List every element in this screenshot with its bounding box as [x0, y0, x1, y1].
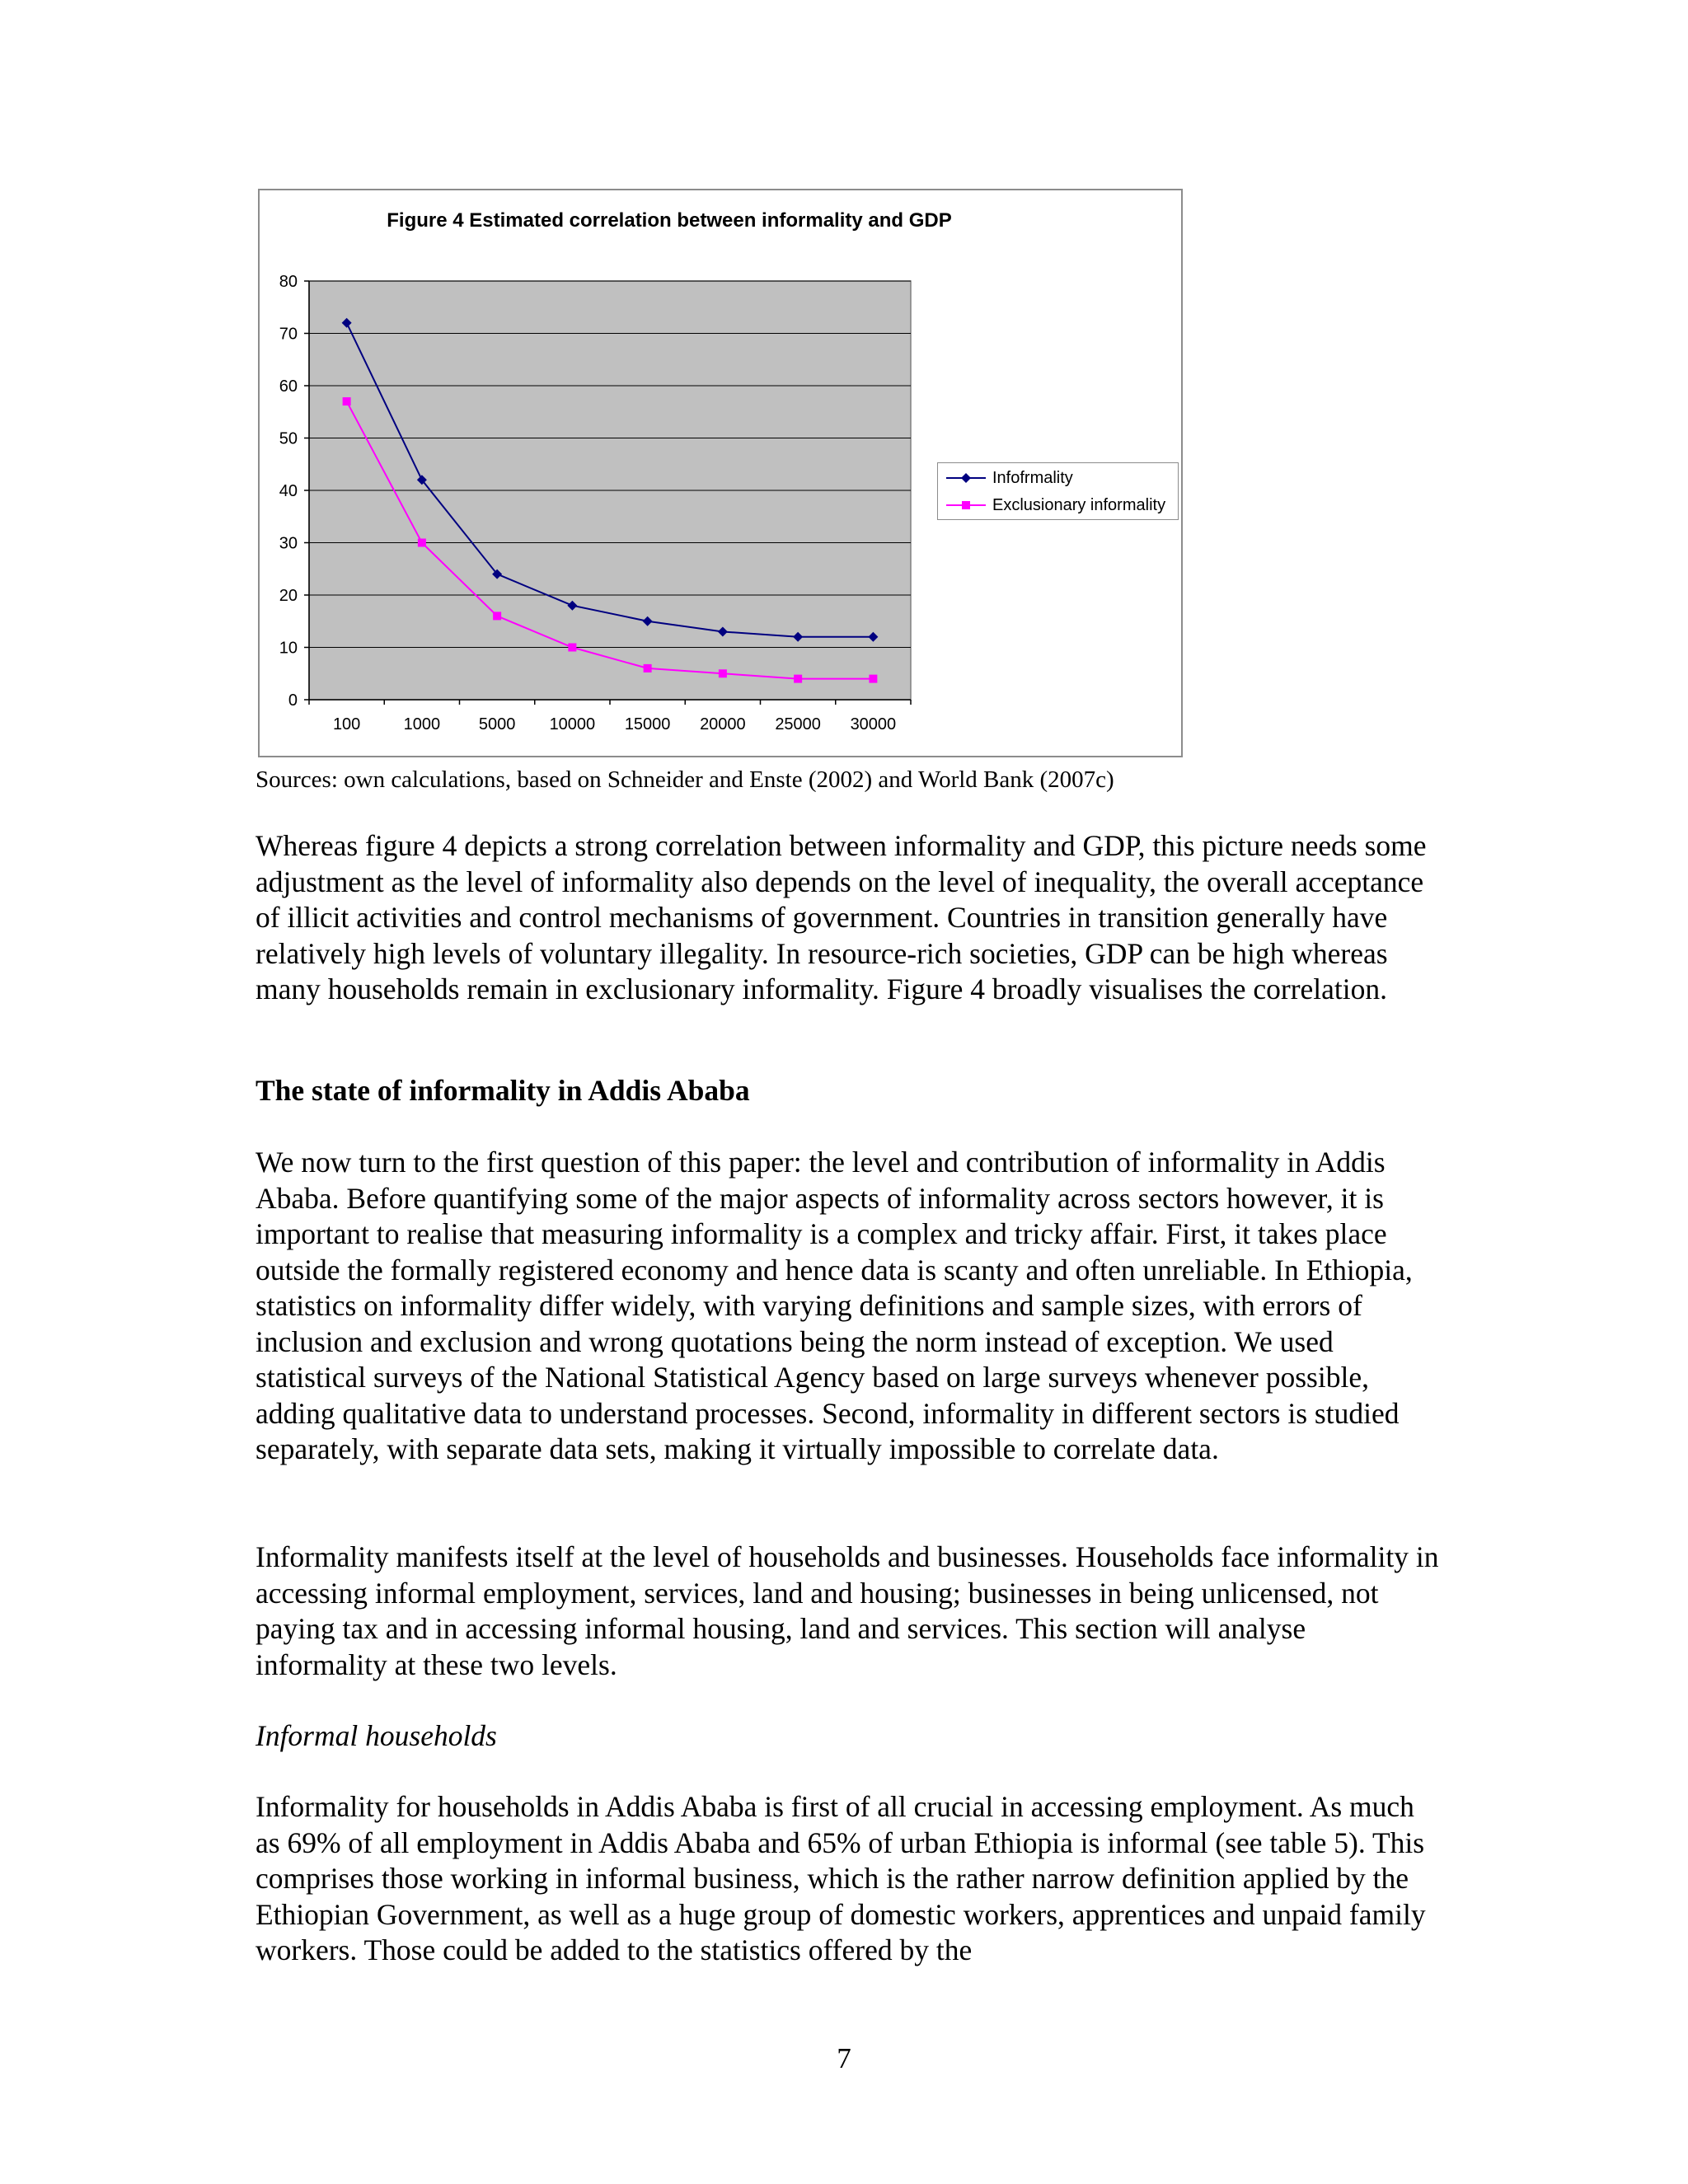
data-point-1 — [418, 539, 426, 547]
data-point-1 — [493, 612, 501, 620]
data-point-1 — [644, 664, 652, 673]
subsection-heading: Informal households — [256, 1719, 497, 1752]
legend-item-infofrmality — [945, 466, 1073, 490]
data-point-1 — [869, 675, 877, 683]
paragraph-measuring-informality: We now turn to the first question of this paper: the level and contribution of informality in Addis Ababa. Before quantifying some of the major aspects of informality across sectors however, it is important to realise that measuring informality is a complex and tricky affair. First, it takes place outside the formally registered economy and hence data is scanty and often unreliable. In Ethiopia, statistics on informality differ widely, with varying definitions and sample sizes, with errors of inclusion and exclusion and wrong quotations being the norm instead of exception. We used statistical surveys of the National Statistical Agency based on large surveys whenever possible, adding qualitative data to understand processes. Second, informality in different sectors is studied separately, with separate data sets, making it virtually impossible to correlate data. — [256, 1146, 1413, 1465]
y-tick-label: 20 — [279, 587, 298, 605]
x-tick-label: 1000 — [403, 715, 441, 733]
y-tick-label: 50 — [279, 429, 298, 448]
figure-4-chart — [258, 189, 1183, 757]
y-tick-label: 0 — [288, 691, 298, 710]
paragraph-informal-employment: Informality for households in Addis Ababa is first of all crucial in accessing employment. As much as 69% of all employment in Addis Ababa and 65% of urban Ethiopia is informal (see table 5). This comprises those working in informal business, which is the rather narrow definition applied by the Ethiopian Government, as well as a huge group of domestic workers, apprentices and unpaid family workers. Those could be added to the statistics offered by the — [256, 1790, 1426, 1966]
data-point-1 — [568, 644, 576, 652]
paragraph-households-businesses: Informality manifests itself at the level of households and businesses. Households face informality in accessing informal employment, services, land and housing; businesses in being unlicensed, not paying tax and in accessing informal housing, land and services. This section will analyse informality at these two levels. — [256, 1540, 1439, 1681]
x-tick-label: 30000 — [850, 715, 897, 733]
x-tick-label: 5000 — [478, 715, 516, 733]
chart-title: Figure 4 Estimated correlation between informality and GDP — [387, 209, 952, 232]
y-tick-label: 70 — [279, 325, 298, 344]
x-tick-label: 20000 — [700, 715, 746, 733]
x-tick-label: 100 — [332, 715, 361, 733]
legend-label-infofrmality: Infofrmality — [992, 468, 1073, 487]
x-tick-label: 10000 — [549, 715, 596, 733]
legend-swatch-infofrmality — [945, 470, 987, 486]
y-tick-label: 60 — [279, 377, 298, 396]
page-number: 7 — [837, 2042, 851, 2074]
legend-label-exclusionary: Exclusionary informality — [992, 495, 1166, 514]
y-tick-label: 10 — [279, 639, 298, 658]
x-tick-label: 15000 — [624, 715, 671, 733]
y-tick-label: 40 — [279, 482, 298, 500]
figure-source-caption: Sources: own calculations, based on Schneider and Enste (2002) and World Bank (2007c) — [256, 766, 1114, 793]
data-point-1 — [794, 675, 802, 683]
section-heading: The state of informality in Addis Ababa — [256, 1074, 750, 1107]
y-tick-label: 30 — [279, 534, 298, 553]
chart-legend — [937, 462, 1179, 520]
legend-swatch-exclusionary — [945, 497, 987, 513]
paragraph-correlation: Whereas figure 4 depicts a strong correlation between informality and GDP, this picture needs some adjustment as the level of informality also depends on the level of inequality, the overall acceptance of illicit activities and control mechanisms of government. Countries in transition generally have relatively high levels of voluntary illegality. In resource-rich societies, GDP can be high whereas many households remain in exclusionary informality. Figure 4 broadly visualises the correlation. — [256, 829, 1427, 1005]
x-tick-label: 25000 — [775, 715, 821, 733]
legend-item-exclusionary — [945, 493, 1165, 518]
data-point-1 — [343, 397, 351, 405]
y-tick-label: 80 — [279, 273, 298, 291]
data-point-1 — [719, 669, 727, 677]
